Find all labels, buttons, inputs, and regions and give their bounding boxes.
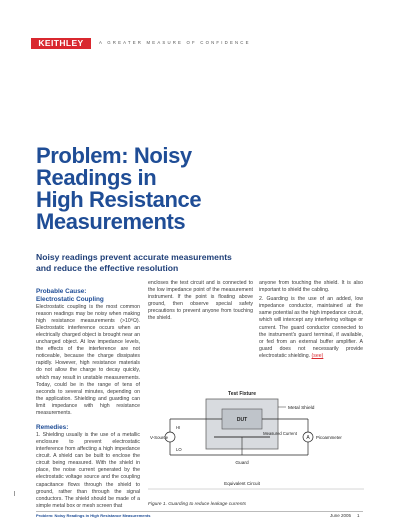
footer-title: Problem: Noisy Readings in High Resistance Measurements <box>36 513 151 518</box>
electrostatic-coupling-heading: Electrostatic Coupling <box>36 295 104 303</box>
guarding-figure <box>148 385 364 500</box>
remedy-1-text: 1. Shielding usually is the use of a metallic enclosure to prevent electrostatic interference from affecting a high impedance circuit. A shield can be built to enclose the circuit being measured. With the shield in place, the noise current generated by the electrostatic voltage source and the coupling capacitance flows through the shield to ground, rather than through the signal conductors. The shield should be made of a simple metal box or mesh screen that <box>36 431 140 509</box>
guard-label: Guard <box>235 461 249 466</box>
page-title <box>36 145 286 233</box>
footer-date: June 2005 <box>330 513 352 518</box>
remedies-heading: Remedies: <box>36 424 69 432</box>
figure-caption: Figure 1. Guarding to reduce leakage currents <box>148 502 247 507</box>
footer-page-number: 1 <box>357 513 360 518</box>
lo-label: LO <box>176 447 182 452</box>
dut-label: DUT <box>236 417 248 423</box>
probable-cause-heading: Probable Cause: <box>36 288 87 295</box>
equivalent-circuit-label: Equivalent Circuit <box>224 481 260 486</box>
subtitle <box>36 252 356 274</box>
remedy-2-body: 2. Guarding is the use of an added, low impedance conductor, maintained at the same potential as the high impedance circuit, which will intercept any interfering voltage or current. The guard conductor connected to the instrument's guard terminal, if available, or fed from an external buffer amplifier. A guard does not necessarily provide electrostatic shielding. <box>259 296 363 359</box>
subtitle-line-1: Noisy readings prevent accurate measurements <box>36 252 232 262</box>
remedy-1-continued: anyone from touching the shield. It is also important to shield the cabling. <box>259 280 363 294</box>
footer-rule <box>36 511 363 512</box>
column-3 <box>259 280 363 362</box>
metal-shield-label: Metal Shield <box>288 406 315 411</box>
tagline: A GREATER MEASURE OF CONFIDENCE <box>99 40 251 45</box>
probable-cause-text: Electrostatic coupling is the most common reason readings may be noisy when making high resistance measurements (>10⁶Ω). Electrostatic interference occurs when an electrically charged object is brought near an uncharged object. At low impedance levels, the effects of the interference are not noticeable, because the charge dissipates rapidly. However, high resistance materials do not allow the charge to decay quickly, which may result in unstable measurements. Today, could be in the range of tens of seconds to several minutes, depending on the application. Shielding and guarding can limit impedance with high resistance measurements. <box>36 303 140 416</box>
keithley-logo: KEITHLEY <box>31 38 91 49</box>
title-line-3: High Resistance <box>36 187 202 212</box>
title-line-1: Problem: Noisy <box>36 143 192 168</box>
title-line-4: Measurements <box>36 209 186 234</box>
remedy-2-text <box>259 296 363 360</box>
picoammeter-label: Picoammeter <box>316 435 342 440</box>
test-fixture-label: Test Fixture <box>228 391 256 397</box>
column-2: encloses the test circuit and is connected to the low impedance point of the measurement instrument. If the point is floating above ground, then observe special safety precautions to prevent anyone from touching the shield. <box>148 280 253 322</box>
ammeter-symbol-label: A <box>306 435 310 441</box>
margin-mark <box>14 491 15 496</box>
figure-reference-link[interactable]: (see) <box>311 352 324 359</box>
title-line-2: Readings in <box>36 165 157 190</box>
hi-label: HI <box>176 425 181 430</box>
subtitle-line-2: and reduce the effective resolution <box>36 263 179 273</box>
column-1 <box>36 288 140 512</box>
measured-current-label: Measured Current <box>263 431 297 436</box>
v-source-label: V-Source <box>150 435 169 440</box>
